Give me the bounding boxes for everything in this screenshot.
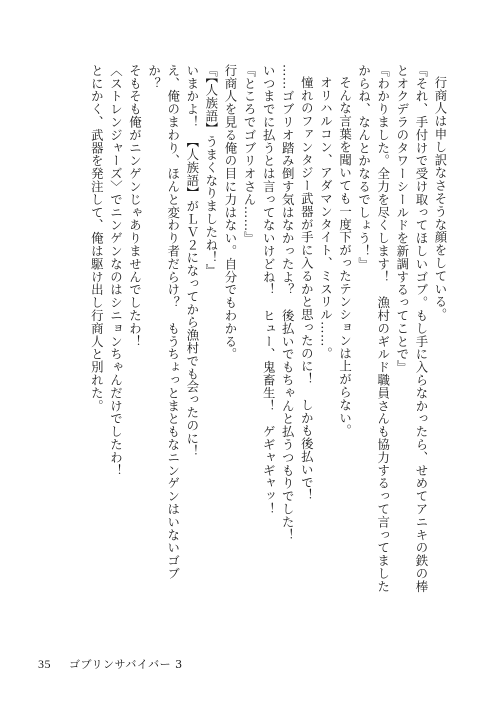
paragraph: え、俺のまわり、ほんと変わり者だらけ？ もうちょっとまともなニンゲンはいないゴブか？: [146, 64, 181, 580]
page-number: 35: [38, 657, 51, 671]
paragraph: そんな言葉を聞いても一度下がったテンションは上がらない。: [337, 76, 353, 438]
page-footer: [38, 656, 183, 672]
running-title: ゴブリンサバイバー 3: [69, 658, 183, 671]
paragraph: 『ところでゴブリオさん……』: [242, 64, 258, 245]
paragraph: 『それ、手付けで受け取ってほしいゴブ。もし手に入らなかったら、せめてアニキの鉄の棒とオクデラのタワーシールドを新調するってことで』: [394, 64, 429, 593]
paragraph: 憧れのファンタジー武器が手に入るかと思ったのに！ しかも後払いで！: [299, 76, 315, 503]
paragraph: 『わかりました。全力を尽くします！ 漁村のギルド職員さんも協力するって言ってましたからね、なんとかなるでしょう！』: [356, 64, 391, 593]
paragraph: オリハルコン、アダマンタイト、ミスリル……。: [318, 76, 334, 361]
paragraph: いつまでに払うとは言ってないけどね！ ヒュー、鬼畜生！ ゲギャギャッ！: [261, 64, 277, 516]
paragraph: 〈ストレンジャーズ〉でニンゲンなのはシニョンちゃんだけでしたわ！: [108, 64, 124, 477]
paragraph: いまかよ！ 【人族語】がＬＶ２になってから漁村でも会ったのに！: [184, 64, 200, 458]
paragraph: 行商人は申し訳なさそうな顔をしている。: [433, 76, 448, 322]
vertical-text-body: [52, 64, 450, 596]
paragraph: 行商人を見る俺の目に力はない。自分でもわかる。: [222, 64, 238, 361]
paragraph: そもそも俺がニンゲンじゃありませんでしたわ！: [127, 64, 143, 348]
paragraph: 『【人族語】うまくなりましたね！』: [203, 64, 219, 278]
paragraph: ……ゴブリオ踏み倒す気はなかったよ？ 後払いでもちゃんと払うつもりでした！: [280, 64, 296, 542]
paragraph: とにかく、武器を発注して、俺は駆け出し行商人と別れた。: [89, 64, 105, 413]
